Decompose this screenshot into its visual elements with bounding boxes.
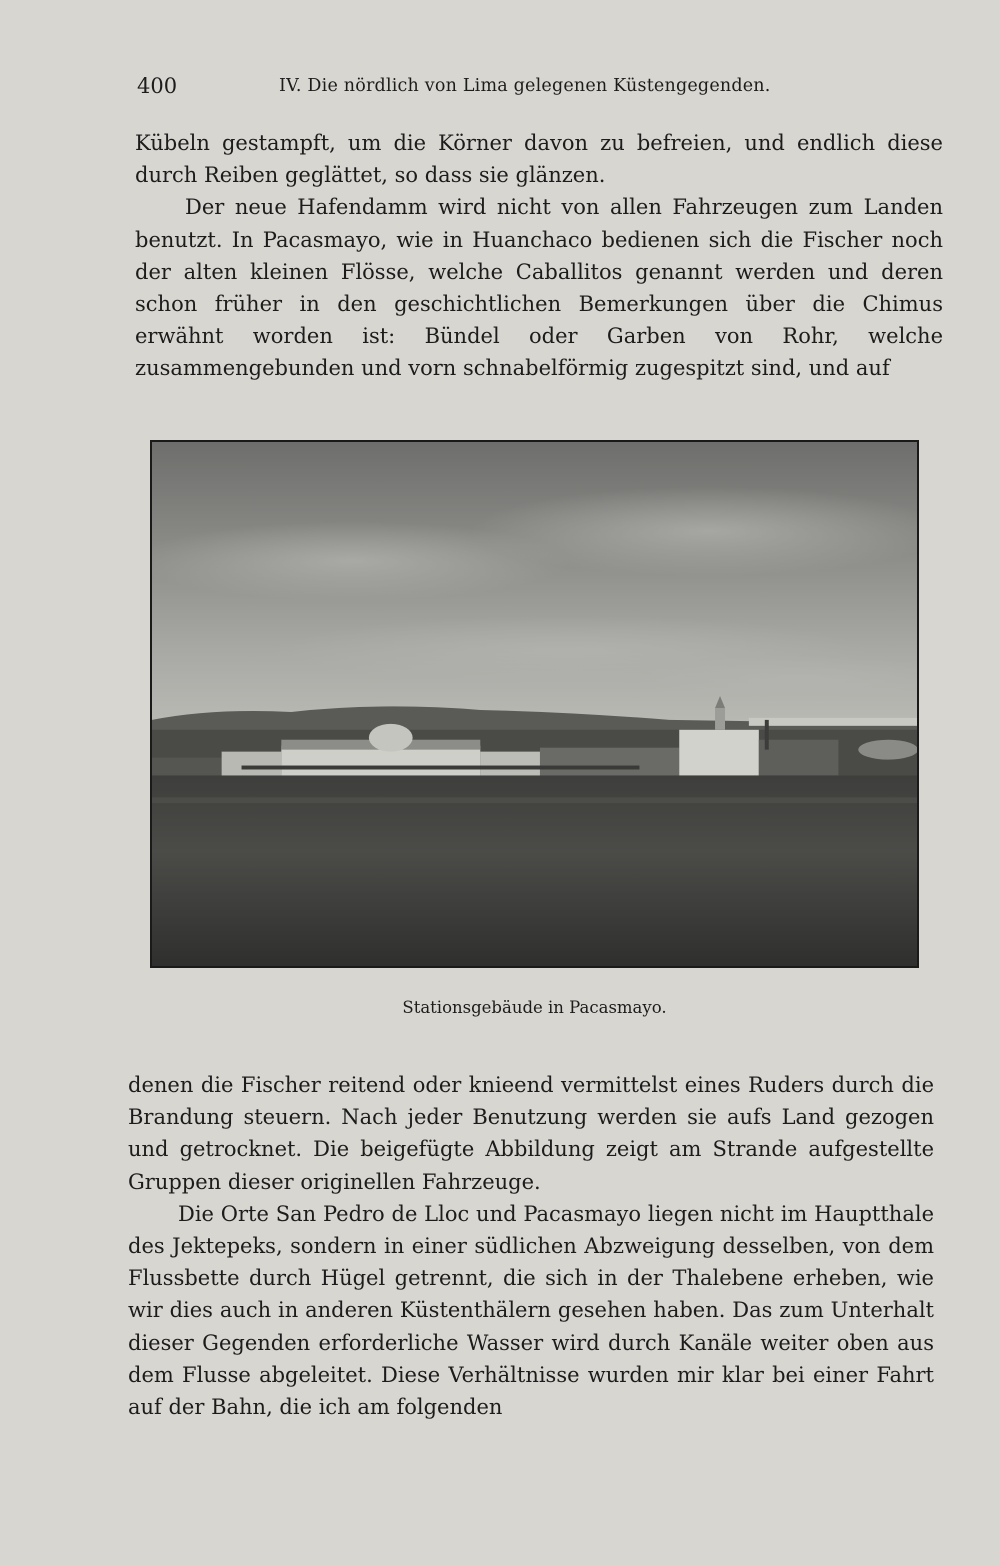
text-block-bottom bbox=[128, 1069, 934, 1423]
paragraph-brandung: denen die Fischer reitend oder knieend vermittelst eines Ruders durch die Brandung steuern. Nach jeder Benutzung werden sie aufs Land gezogen und getrocknet. Die beigefügte Abbildung zeigt am Strande aufgestellte Gruppen dieser originellen Fahrzeuge. bbox=[128, 1073, 934, 1194]
paragraph-hafendamm: Der neue Hafendamm wird nicht von allen Fahrzeugen zum Landen benutzt. In Pacasmayo, wie in Huanchaco bedienen sich die Fischer noch der alten kleinen Flösse, welche Caballitos genannt werden und deren schon früher in den geschichtlichen Bemerkungen über die Chimus erwähnt worden ist: Bündel oder Garben von Rohr, welche zusammengebunden und vorn schnabelförmig zugespitzt sind, und auf bbox=[135, 195, 943, 381]
page-number: 400 bbox=[137, 74, 178, 98]
station-photo bbox=[152, 442, 917, 966]
text-block-top bbox=[135, 127, 943, 385]
running-title: IV. Die nördlich von Lima gelegenen Küstengegenden. bbox=[279, 76, 771, 96]
paragraph-continued: Kübeln gestampft, um die Körner davon zu befreien, und endlich diese durch Reiben geglättet, so dass sie glänzen. bbox=[135, 131, 943, 188]
figure-caption: Stationsgebäude in Pacasmayo. bbox=[402, 998, 667, 1017]
page-header bbox=[137, 74, 943, 104]
paragraph-san-pedro: Die Orte San Pedro de Lloc und Pacasmayo liegen nicht im Hauptthale des Jektepeks, sondern in einer südlichen Abzweigung desselben, von dem Flussbette durch Hügel getrennt, die sich in der Thalebene erheben, wie wir dies auch in anderen Küstenthälern gesehen haben. Das zum Unterhalt dieser Gegenden erforderliche Wasser wird durch Kanäle weiter oben aus dem Flusse abgeleitet. Diese Verhältnisse wurden mir klar bei einer Fahrt auf der Bahn, die ich am folgenden bbox=[128, 1201, 934, 1420]
photo-figure bbox=[150, 440, 919, 968]
